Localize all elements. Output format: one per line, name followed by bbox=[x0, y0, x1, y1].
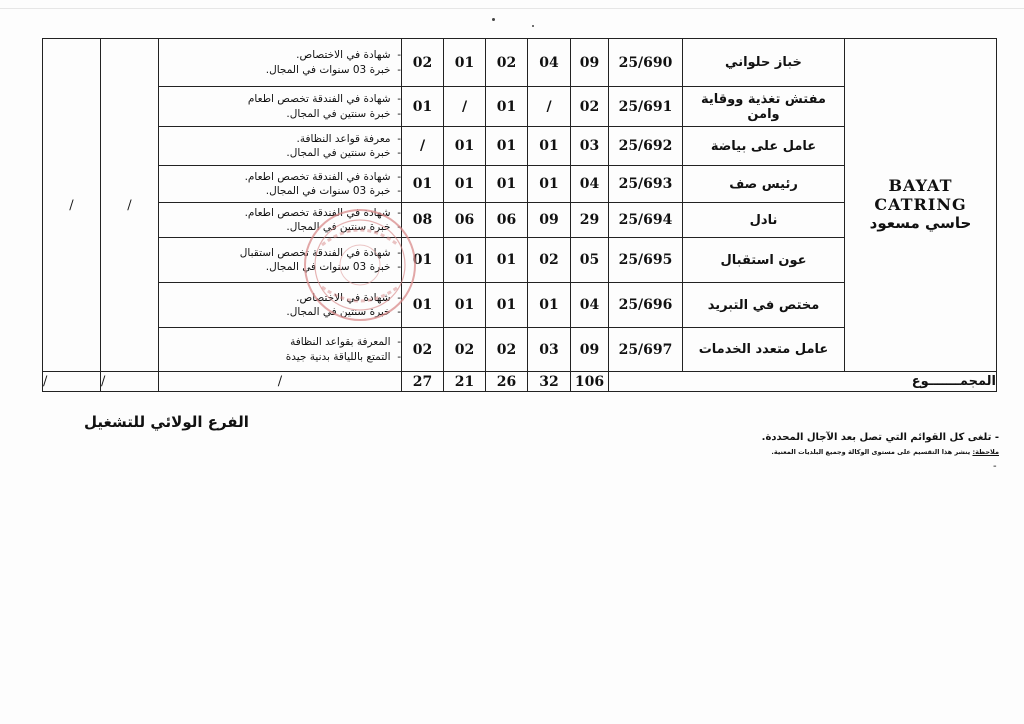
offer-code: 25/693 bbox=[609, 166, 683, 203]
count-col3: / bbox=[444, 87, 486, 127]
offer-code: 25/691 bbox=[609, 87, 683, 127]
scan-edge-line bbox=[0, 8, 1024, 9]
total-count: 29 bbox=[571, 203, 609, 238]
count-col4: / bbox=[402, 127, 444, 166]
requirements-cell bbox=[159, 39, 402, 87]
job-title: نادل bbox=[683, 203, 845, 238]
count-col2: 06 bbox=[486, 203, 528, 238]
count-col2: 01 bbox=[486, 283, 528, 328]
count-col3: 02 bbox=[444, 328, 486, 372]
requirement-line: - خبرة 03 سنوات في المجال. bbox=[265, 63, 401, 76]
company-cell bbox=[845, 39, 997, 372]
table-row bbox=[43, 39, 997, 87]
total-count: 09 bbox=[571, 39, 609, 87]
count-col2: 01 bbox=[486, 87, 528, 127]
count-col3: 01 bbox=[444, 166, 486, 203]
count-col4: 08 bbox=[402, 203, 444, 238]
sum-col1: 32 bbox=[528, 372, 571, 392]
requirement-line: - شهادة في الاختصاص. bbox=[296, 49, 401, 62]
count-col4: 01 bbox=[402, 283, 444, 328]
total-count: 09 bbox=[571, 328, 609, 372]
count-col2: 01 bbox=[486, 166, 528, 203]
requirements-cell bbox=[159, 87, 402, 127]
count-col1: 09 bbox=[528, 203, 571, 238]
total-count: 04 bbox=[571, 283, 609, 328]
deadline-note: - تلغى كل القوائم التي تصل بعد الآجال المحددة. bbox=[761, 432, 999, 443]
count-col2: 02 bbox=[486, 328, 528, 372]
totals-slash: / bbox=[43, 372, 101, 392]
count-col3: 01 bbox=[444, 39, 486, 87]
requirement-line: - خبرة سنتين في المجال. bbox=[286, 221, 401, 233]
requirements-cell bbox=[159, 166, 402, 203]
count-col1: 02 bbox=[528, 238, 571, 283]
count-col3: 01 bbox=[444, 283, 486, 328]
company-name-en: CATRING bbox=[874, 195, 967, 215]
requirement-line: - التمتع باللياقة بدنية جيدة bbox=[285, 350, 401, 363]
job-title: عون استقبال bbox=[683, 238, 845, 283]
requirements-cell bbox=[159, 283, 402, 328]
count-col1: 04 bbox=[528, 39, 571, 87]
offer-code: 25/695 bbox=[609, 238, 683, 283]
count-col4: 01 bbox=[402, 87, 444, 127]
company-location: حاسي مسعود bbox=[869, 214, 972, 233]
requirement-line: - خبرة 03 سنوات في المجال. bbox=[265, 261, 401, 273]
grand-total: 106 bbox=[571, 372, 609, 392]
total-count: 04 bbox=[571, 166, 609, 203]
requirements-cell bbox=[159, 203, 402, 238]
count-col3: 06 bbox=[444, 203, 486, 238]
totals-row bbox=[43, 372, 997, 392]
requirement-line: - خبرة سنتين في المجال. bbox=[286, 107, 401, 120]
merged-slash-cell: / bbox=[43, 39, 101, 372]
count-col1: 03 bbox=[528, 328, 571, 372]
sum-col2: 26 bbox=[486, 372, 528, 392]
total-count: 05 bbox=[571, 238, 609, 283]
job-title: عامل متعدد الخدمات bbox=[683, 328, 845, 372]
merged-slash-cell: / bbox=[101, 39, 159, 372]
count-col2: 02 bbox=[486, 39, 528, 87]
note-label: ملاحظة: bbox=[972, 448, 999, 456]
scan-speck bbox=[532, 25, 534, 27]
job-title: رئيس صف bbox=[683, 166, 845, 203]
requirement-line: - خبرة سنتين في المجال. bbox=[286, 147, 401, 159]
requirements-cell bbox=[159, 328, 402, 372]
count-col3: 01 bbox=[444, 238, 486, 283]
issuing-branch: الفرع الولائي للتشغيل bbox=[84, 413, 249, 431]
count-col2: 01 bbox=[486, 127, 528, 166]
requirement-line: - شهادة في الاختصاص. bbox=[296, 291, 401, 304]
count-col1: 01 bbox=[528, 283, 571, 328]
requirement-line: - شهادة في الفندقة تخصص اطعام. bbox=[244, 206, 401, 219]
count-col4: 02 bbox=[402, 39, 444, 87]
requirement-line: - خبرة سنتين في المجال. bbox=[286, 306, 401, 318]
count-col4: 02 bbox=[402, 328, 444, 372]
count-col1: / bbox=[528, 87, 571, 127]
requirement-line: - المعرفة بقواعد النظافة bbox=[290, 336, 401, 349]
requirement-line: - خبرة 03 سنوات في المجال. bbox=[265, 185, 401, 197]
job-title: مفتش تغذية ووقاية وامن bbox=[683, 87, 845, 127]
offer-code: 25/692 bbox=[609, 127, 683, 166]
requirement-line: - شهادة في الفندقة تخصص استقبال bbox=[239, 246, 401, 259]
requirement-line: - معرفة قواعد النظافة. bbox=[296, 132, 401, 145]
note-text: ينشر هذا التقسيم على مستوى الوكالة وجميع البلديات المعنية. bbox=[771, 448, 973, 456]
requirements-cell bbox=[159, 238, 402, 283]
sum-col4: 27 bbox=[402, 372, 444, 392]
count-col4: 01 bbox=[402, 166, 444, 203]
publication-note bbox=[720, 448, 999, 456]
scan-speck bbox=[492, 18, 495, 21]
count-col3: 01 bbox=[444, 127, 486, 166]
job-title: مختص في التبريد bbox=[683, 283, 845, 328]
offer-code: 25/697 bbox=[609, 328, 683, 372]
total-count: 02 bbox=[571, 87, 609, 127]
trailing-dash: - bbox=[993, 461, 997, 472]
total-count: 03 bbox=[571, 127, 609, 166]
job-title: عامل على بياضة bbox=[683, 127, 845, 166]
totals-label: المجمـــــــوع bbox=[609, 372, 997, 392]
count-col1: 01 bbox=[528, 127, 571, 166]
job-title: خباز حلواني bbox=[683, 39, 845, 87]
offer-code: 25/696 bbox=[609, 283, 683, 328]
offer-code: 25/694 bbox=[609, 203, 683, 238]
requirements-cell bbox=[159, 127, 402, 166]
requirement-line: - شهادة في الفندقة تخصص اطعام. bbox=[244, 170, 401, 183]
jobs-table bbox=[42, 38, 997, 392]
totals-slash: / bbox=[101, 372, 159, 392]
count-col1: 01 bbox=[528, 166, 571, 203]
requirement-line: - شهادة في الفندقة تخصص اطعام bbox=[247, 93, 401, 106]
offer-code: 25/690 bbox=[609, 39, 683, 87]
count-col2: 01 bbox=[486, 238, 528, 283]
count-col4: 01 bbox=[402, 238, 444, 283]
totals-req: / bbox=[159, 372, 402, 392]
company-name-en: BAYAT bbox=[888, 176, 953, 196]
sum-col3: 21 bbox=[444, 372, 486, 392]
